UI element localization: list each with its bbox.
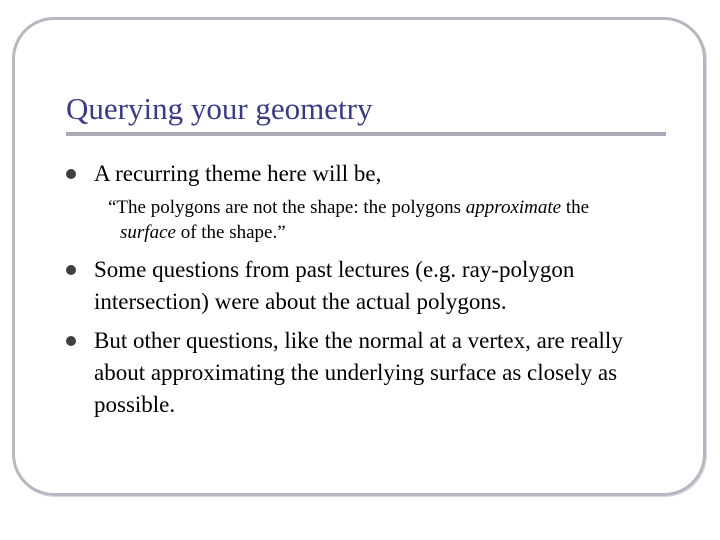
quote-emphasis: surface xyxy=(120,222,176,243)
bullet-text: But other questions, like the normal at a vertex, are really about approximating the underlying surface as closely as possible. xyxy=(94,328,623,417)
quote-part: of the shape.” xyxy=(175,222,286,243)
bullet-dot-icon xyxy=(66,169,76,179)
slide-title: Querying your geometry xyxy=(66,91,373,126)
quote-emphasis: approximate xyxy=(465,197,562,218)
title-underline xyxy=(66,132,666,136)
quote-part: the xyxy=(561,197,590,218)
bullet-text: Some questions from past lectures (e.g. ray-polygon intersection) were about the actual polygons. xyxy=(94,257,575,314)
bullet-dot-icon xyxy=(66,265,76,275)
quote-part: “The polygons are not the shape: the polygons xyxy=(108,197,466,218)
bullet-text: A recurring theme here will be, xyxy=(94,161,382,186)
quote-text xyxy=(108,195,648,245)
bullet-dot-icon xyxy=(66,336,76,346)
